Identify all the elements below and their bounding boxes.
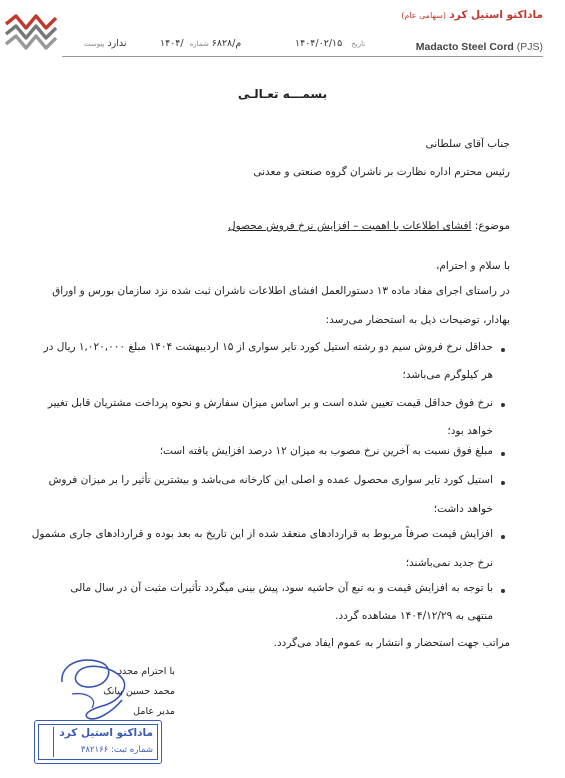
bullet-dot	[501, 348, 505, 352]
subject-text: افشای اطلاعات با اهمیت – افزایش نرخ فروش محصول	[228, 220, 472, 232]
stamp-registration: شماره ثبت: ۳۸۲۱۶۶	[80, 745, 153, 755]
bullet-5-line-2: نرخ جدید نمی‌باشند؛	[405, 557, 493, 569]
number-value: ۱۴۰۴/م/۶۸۲۸	[160, 38, 242, 49]
number-label: شماره	[189, 40, 209, 48]
company-name-fa-main: ماداکتو استیل کرد	[449, 9, 543, 21]
company-name-en-main: Madacto Steel Cord	[415, 41, 514, 53]
stamp-company-name: ماداکتو استیل کرد	[59, 727, 153, 739]
signature-regards: با احترام مجدد	[117, 666, 175, 677]
recipient-title: رئیس محترم اداره نظارت بر ناشران گروه صنعتی و معدنی	[253, 166, 510, 178]
recipient-name: جناب آقای سلطانی	[425, 138, 510, 150]
bullet-dot	[501, 452, 505, 456]
company-name-fa	[401, 9, 543, 21]
intro-line-1: در راستای اجرای مفاد ماده ۱۳ دستورالعمل افشای اطلاعات ناشران ثبت شده نزد سازمان بورس و اوراق	[52, 285, 510, 297]
letter-date	[295, 38, 365, 49]
bullet-1-line-1: حداقل نرخ فروش سیم دو رشته استیل کورد تایر سواری از ۱۵ اردیبهشت ۱۴۰۴ مبلغ ۱,۰۲۰,۰۰۰ ریال در	[43, 341, 493, 353]
letter-number	[160, 38, 241, 49]
signatory-title: مدیر عامل	[133, 706, 175, 717]
bullet-1-line-2: هر کیلوگرم می‌باشد؛	[402, 369, 493, 381]
bullet-4-line-2: خواهد داشت؛	[433, 503, 493, 515]
signatory-name: محمد حسین بیانک	[103, 686, 175, 697]
company-logo-icon	[2, 10, 62, 52]
bullet-6-line-2: منتهی به ۱۴۰۴/۱۲/۲۹ مشاهده گردد.	[335, 610, 493, 622]
attachment-value: ندارد	[107, 38, 127, 49]
company-name-en	[416, 41, 543, 53]
company-name-fa-sub: (سهامی عام)	[401, 11, 447, 20]
bullet-dot	[501, 535, 505, 539]
bullet-6-line-1: با توجه به افزایش قیمت و به تبع آن حاشیه سود، پیش بینی میگردد تأثیرات مثبت آن در سال مالی	[70, 582, 493, 594]
stamp-side-panel	[39, 727, 54, 757]
bullet-4-line-1: استیل کورد تایر سواری محصول عمده و اصلی این کارخانه می‌باشد و بیشترین تأثیر را بر میزان فروش	[48, 474, 493, 486]
header-divider	[62, 56, 543, 57]
bismillah-heading: بسمـــه تعـالـی	[237, 87, 328, 101]
date-value: ۱۴۰۴/۰۲/۱۵	[295, 38, 343, 49]
bullet-3-line-1: مبلغ فوق نسبت به آخرین نرخ مصوب به میزان ۱۲ درصد افزایش یافته است؛	[159, 445, 493, 457]
bullet-dot	[501, 403, 505, 407]
attachment-label: پیوست	[84, 40, 105, 48]
bullet-5-line-1: افزایش قیمت صرفاً مربوط به قراردادهای منعقد شده از این تاریخ به بعد بوده و قراردادهای جاری مشمول	[31, 528, 493, 540]
bullet-2-line-1: نرخ فوق حداقل قیمت تعیین شده است و بر اساس میزان سفارش و نحوه پرداخت مشتریان قابل تغییر	[47, 397, 493, 409]
bullet-dot	[501, 589, 505, 593]
company-name-en-sub: (PJS)	[516, 41, 543, 53]
letter-attachment	[78, 38, 127, 49]
greeting: با سلام و احترام،	[436, 260, 510, 272]
bullet-2-line-2: خواهد بود؛	[447, 425, 493, 437]
subject-label: موضوع:	[474, 220, 510, 232]
closing-line: مراتب جهت استحضار و انتشار به عموم ایفاد می‌گردد.	[273, 637, 510, 649]
intro-line-2: بهادار، توضیحات ذیل به استحضار می‌رسد:	[325, 314, 510, 326]
bullet-dot	[501, 481, 505, 485]
date-label: تاریخ	[351, 40, 366, 48]
subject-line	[228, 219, 510, 233]
company-stamp	[34, 720, 162, 764]
